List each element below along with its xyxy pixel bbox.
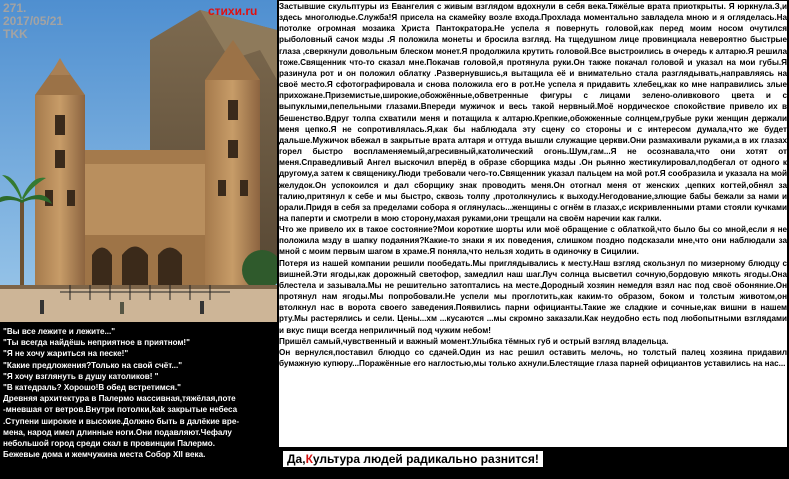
story-text-block (279, 1, 787, 447)
left-text-line: "Ты всегда найдёшь неприятное в приятном!" (3, 338, 190, 348)
cathedral-illustration (0, 0, 277, 322)
slogan-suffix: ультура людей радикально разнится! (312, 452, 539, 466)
photo-overlay-number: 271. 2017/05/21 TKK (3, 1, 64, 41)
left-text-line: "Я хочу взглянуть в душу католиков! " (3, 371, 159, 381)
left-text-line: "Я не хочу жариться на песке!" (3, 349, 129, 359)
left-quotes-block (3, 326, 275, 460)
site-watermark: стихи.ru (208, 4, 258, 18)
cathedral-photo (0, 0, 277, 322)
left-text-line: "Вы все лежите и лежите..." (3, 327, 116, 336)
story-paragraph: Он вернулся,поставил блюдцо со сдачей.Один из нас решил оставить мелочь, но толстый палец хозяина придавил бумажную купюру...Поражённые его наглостью,мы только ахнули.Блестящие глаза парней официантов уставились на нас... (279, 347, 787, 368)
story-paragraph: Пришёл самый,чувственный и важный момент.Улыбка тёмных губ и острый взгляд владельца. (279, 336, 669, 346)
slogan-prefix: Да, (287, 452, 306, 466)
left-text-line: Бежевые дома и жемчужина места Собор XII века. (3, 450, 206, 460)
left-text-line: Древняя архитектура в Палермо массивная,тяжёлая,поте (3, 394, 236, 404)
closing-slogan (283, 451, 543, 467)
left-text-line: мена, народ имел длинные ноги.Они подавляют.Чефалу (3, 427, 232, 437)
story-paragraph: Застывшие скульптуры из Евангелия с живым взглядом вдохнули в себя века.Тяжёлые врата приоткрыты. Я юркнула.З,и здесь многолюдье.Служба!Я присела на скамейку возле входа.Прохлада моментально завладела мною и я огляделась.На потолке огромная мозаика Христа Пантократора.Не успела я повернуть головой,как перед моим носом очутился рыболовный сачок мзды .Я положила монеты и бросила взгляд. На тщедушном лице провинциала невероятно быстрые глаза ,сверкнули довольным блеском монет.Я продолжила крутить головой.Все выстроились в очередь к алтарю.Я решила тоже.Священник что-то сказал мне.Покачав головой,я протянула руки.Он также покачал головой и указал на мои губы.Я разинула рот и он положил облатку .Развернувшись,я вытащила её и внимательно стала разглядывать,направляясь на своё место.Я сфотографировала и снова положила его в рот.Не успела я придавить хлебец,как ко мне направились злые прихожане.Приземистые,широкие,обожжённые,обветренные фигуры с лицами зелено-оливкового цвета и с выпуклыми,пепельными глазами.Впереди мужичок и весь такой нервный.Моё нордическое спокойствие привело их в бешенство.Вдруг толпа схватили меня и потащила к алтарю.Крепкие,обожженные солнцем,грубые руки женщин держали меня цепко.Я не сопротивлялась.Я,как бы наблюдала эту сцену со стороны и с интересом думала,что же будет дальше.Мужичок вбежал в закрытые врата алтаря и оттуда вышли служащие церкви.Они размахивали руками,а в их глазах горел быстро воспламеняемый,агресивный,католический огонь.Шум,гам...Я не осознавала,что они хотят от меня.Справедливый Ангел выскочил вперёд в образе сборщика мзды .Он рьянно жестикулировал,подбегал от одного к другому,а затем к священику.Люди требовали чего-то.Священник указал пальцем на мой рот.Я сообразила и указала на мой желудок.Он успокоился и дал сборщику знак проводить меня.Он отогнал меня от женских ,цепких когтей,обнял за талию,притянул к себе и мы быстро, сквозь толпу ,протолкнулись к выходу.Негодование,злющие бабы бежали за нами и орали.Придя в себя за пределами собора я оглянулась...женщины с огнём в глазах,с искривленными ртами стояли кучками на паперти и смотрели в мою сторону,махая руками,они трещали на своём наречии как галки. (279, 2, 787, 223)
story-paragraph: Что же привело их в такое состояние?Мои короткие шорты или моё обращение с облаткой,что было бы со мной,если я не положила мзду в шапку подаяния?Какие-то знаки я их поведения, слишком поздно подсказали мне,что они наблюдали за мной с моим первым шагом в храме.Я поняла,что нельзя ходить в одиночку в Сицилии. (279, 225, 787, 257)
left-text-line: -мневшая от ветров.Внутри потолки,kak закрытые небеса (3, 405, 238, 415)
left-text-line: "В катедраль? Хорошо!В обед встретимся." (3, 383, 181, 393)
story-paragraph: Потеря из нашей компании решили пообедать.Мы приглядывались к месту.Наш взгляд скользнул по мизерному блюдцу с вишней.Эти ягоды,как дорожный светофор, замедлил наш шаг.Луч солнца высветил сочную,бордовую мякоть ягоды.Она блестела и зазывала.Мы не решительно затоптались на месте.Дородный хозяин немедля взял нас под своё обоняние.Он протянул нам ягоды.Мы попробовали.Не успели мы проглотить,как каким-то образом, боком и толстым животом,он втолкнул нас в ворота своего заведения.Появились парни официанты.Такие же сладкие и сочные,как вишни в нашем рту.Мы растерялись и сели. Цены...хм ...кусаются ...мы скромно заказали.Как неудобно есть под любопытными взглядами и вкус пищи всегда неприличный под чужим небом! (279, 258, 787, 335)
left-text-line: "Какие предложения?Только на свой счёт..." (3, 360, 183, 370)
slogan-red-letter: К (305, 452, 313, 466)
left-text-line: .Ступени широкие и высокие.Должно быть в далёкие вре- (3, 416, 240, 426)
left-text-line: небольшой город среди скал в провинции Палермо. (3, 439, 215, 449)
